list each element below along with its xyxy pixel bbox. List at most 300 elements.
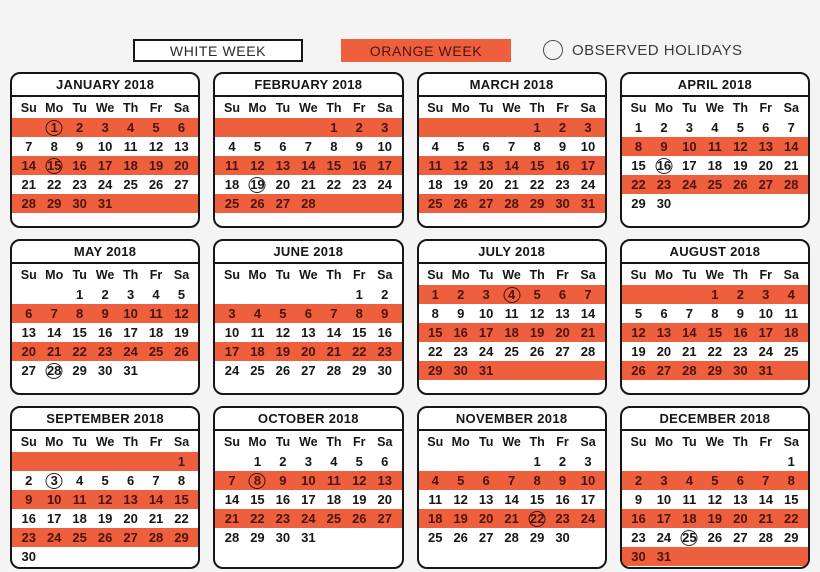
date-cell <box>448 509 473 528</box>
date-number: 28 <box>21 196 36 211</box>
date-cell <box>169 323 194 342</box>
date-number: 21 <box>301 177 316 192</box>
date-cell <box>524 490 549 509</box>
date-cell <box>702 528 727 547</box>
date-cell <box>219 471 244 490</box>
date-cell <box>16 304 41 323</box>
date-cell <box>550 175 575 194</box>
date-cell <box>296 361 321 380</box>
date-number: 27 <box>758 177 774 192</box>
date-cell <box>143 285 168 304</box>
date-number: 9 <box>355 139 363 154</box>
date-cell <box>219 137 244 156</box>
date-number: 6 <box>177 120 186 135</box>
date-cell <box>92 361 117 380</box>
white-week-row <box>419 452 605 471</box>
date-cell <box>169 490 194 509</box>
empty-date-cell <box>779 194 804 213</box>
weekday-sa: Sa <box>783 100 799 115</box>
date-cell <box>702 361 727 380</box>
date-number: 23 <box>631 530 646 545</box>
empty-date-cell <box>626 452 651 471</box>
date-cell <box>245 323 270 342</box>
white-week-row <box>622 304 808 323</box>
empty-date-cell <box>143 194 168 213</box>
month-june-2018 <box>213 239 403 395</box>
date-number: 25 <box>707 177 723 192</box>
date-number: 30 <box>275 530 291 545</box>
date-number: 13 <box>275 158 291 173</box>
date-cell <box>575 342 600 361</box>
date-cell <box>524 118 549 137</box>
date-number: 1 <box>533 454 541 469</box>
weekday-su: Su <box>223 434 240 449</box>
month-march-2018 <box>417 72 607 228</box>
weekday-su: Su <box>630 100 647 115</box>
empty-date-cell <box>41 547 66 566</box>
date-number: 10 <box>478 306 494 321</box>
date-number: 16 <box>72 158 87 173</box>
date-number: 26 <box>529 344 545 359</box>
date-number: 7 <box>685 306 694 321</box>
date-number: 8 <box>330 139 338 154</box>
date-cell <box>677 137 702 156</box>
date-cell <box>92 304 117 323</box>
white-week-row <box>215 137 401 156</box>
date-cell <box>473 471 498 490</box>
weekday-we: We <box>705 267 725 282</box>
date-number: 10 <box>123 306 138 321</box>
white-week-row <box>215 323 401 342</box>
weekday-mo: Mo <box>45 100 64 115</box>
orange-week-row <box>215 118 401 137</box>
date-cell <box>779 137 804 156</box>
date-number: 7 <box>330 306 338 321</box>
date-number: 10 <box>758 306 774 321</box>
date-number: 18 <box>250 344 265 359</box>
date-cell <box>550 528 575 547</box>
weekday-mo: Mo <box>248 434 267 449</box>
date-number: 16 <box>631 511 646 526</box>
empty-date-cell <box>524 361 549 380</box>
weekday-we: We <box>502 267 521 282</box>
date-cell <box>550 509 575 528</box>
date-number: 12 <box>148 139 164 154</box>
date-cell <box>41 490 66 509</box>
weekday-th: Th <box>122 100 139 115</box>
date-number: 23 <box>555 511 570 526</box>
date-number: 27 <box>656 363 672 378</box>
month-january-2018 <box>10 72 200 228</box>
date-number: 23 <box>72 177 87 192</box>
weekday-mo: Mo <box>451 434 470 449</box>
date-cell <box>626 304 651 323</box>
date-number: 25 <box>250 363 265 378</box>
date-number: 21 <box>21 177 36 192</box>
month-july-2018 <box>417 239 607 395</box>
date-number: 4 <box>76 473 84 488</box>
weekday-su: Su <box>20 267 37 282</box>
date-cell <box>423 361 448 380</box>
date-number: 10 <box>224 325 240 340</box>
date-number: 31 <box>301 530 316 545</box>
white-week-row <box>419 490 605 509</box>
white-week-row <box>215 361 401 380</box>
observed-holiday-circle <box>529 511 546 527</box>
date-cell <box>169 137 194 156</box>
date-number: 20 <box>301 344 316 359</box>
date-number: 23 <box>352 177 367 192</box>
weekday-fr: Fr <box>759 100 773 115</box>
date-number: 19 <box>148 158 164 173</box>
date-number: 23 <box>733 344 748 359</box>
date-cell <box>296 490 321 509</box>
date-cell <box>677 528 702 547</box>
empty-date-cell <box>423 452 448 471</box>
date-cell <box>270 471 295 490</box>
date-cell <box>423 342 448 361</box>
date-cell <box>779 156 804 175</box>
date-cell <box>448 528 473 547</box>
date-cell <box>524 175 549 194</box>
date-cell <box>626 156 651 175</box>
date-number: 18 <box>427 511 443 526</box>
date-number: 12 <box>733 139 748 154</box>
date-cell <box>499 304 524 323</box>
date-number: 29 <box>529 530 545 545</box>
date-cell <box>753 361 778 380</box>
date-number: 4 <box>126 120 135 135</box>
date-cell <box>372 323 397 342</box>
date-number: 12 <box>275 325 291 340</box>
empty-date-cell <box>575 361 600 380</box>
weekday-mo: Mo <box>654 100 673 115</box>
date-cell <box>423 194 448 213</box>
date-number: 19 <box>174 325 189 340</box>
empty-date-cell <box>651 285 676 304</box>
date-cell <box>245 452 270 471</box>
date-cell <box>728 471 753 490</box>
date-cell <box>499 175 524 194</box>
date-number: 23 <box>555 177 570 192</box>
orange-week-row <box>419 361 605 380</box>
date-number: 29 <box>529 196 545 211</box>
date-number: 28 <box>224 530 240 545</box>
date-number: 20 <box>478 511 494 526</box>
date-cell <box>753 509 778 528</box>
weekday-th: Th <box>122 267 139 282</box>
date-number: 29 <box>784 530 799 545</box>
date-number: 2 <box>279 454 287 469</box>
month-title: JULY 2018 <box>419 241 605 264</box>
date-cell <box>169 304 194 323</box>
empty-date-cell <box>296 285 321 304</box>
date-cell <box>499 471 524 490</box>
date-number: 24 <box>123 344 138 359</box>
date-number: 26 <box>453 196 468 211</box>
white-week-row <box>622 156 808 175</box>
date-number: 29 <box>631 196 646 211</box>
date-number: 19 <box>250 177 265 192</box>
date-cell <box>92 471 117 490</box>
date-number: 26 <box>352 511 367 526</box>
weekday-mo: Mo <box>451 100 470 115</box>
date-number: 17 <box>682 158 697 173</box>
date-number: 12 <box>631 325 646 340</box>
date-cell <box>372 285 397 304</box>
date-cell <box>219 323 244 342</box>
white-week-row <box>622 528 808 547</box>
date-cell <box>118 156 143 175</box>
date-cell <box>677 361 702 380</box>
empty-date-cell <box>473 118 498 137</box>
date-number: 9 <box>736 306 744 321</box>
orange-week-row <box>12 452 198 471</box>
date-cell <box>270 323 295 342</box>
date-number: 18 <box>427 177 443 192</box>
date-number: 13 <box>656 325 672 340</box>
date-number: 12 <box>352 473 367 488</box>
observed-holiday-circle <box>46 158 63 174</box>
date-number: 2 <box>101 287 109 302</box>
weekday-sa: Sa <box>580 267 596 282</box>
empty-date-cell <box>219 118 244 137</box>
date-number: 14 <box>326 325 342 340</box>
date-cell <box>270 490 295 509</box>
date-number: 16 <box>21 511 36 526</box>
date-cell <box>423 528 448 547</box>
date-number: 29 <box>174 530 189 545</box>
date-number: 27 <box>123 530 138 545</box>
date-number: 14 <box>46 325 62 340</box>
date-number: 20 <box>656 344 672 359</box>
date-number: 13 <box>733 492 748 507</box>
date-number: 10 <box>580 139 596 154</box>
date-cell <box>245 471 270 490</box>
date-number: 22 <box>631 177 646 192</box>
date-number: 2 <box>660 120 668 135</box>
date-number: 30 <box>97 363 113 378</box>
date-number: 14 <box>580 306 596 321</box>
month-title: SEPTEMBER 2018 <box>12 408 198 431</box>
date-number: 22 <box>72 344 87 359</box>
orange-week-row <box>419 118 605 137</box>
empty-date-cell <box>16 285 41 304</box>
weekday-mo: Mo <box>45 434 64 449</box>
date-number: 9 <box>457 306 465 321</box>
date-number: 24 <box>97 177 113 192</box>
weekday-we: We <box>705 434 725 449</box>
observed-holiday-circle <box>249 177 266 193</box>
date-number: 29 <box>250 530 265 545</box>
date-number: 8 <box>431 306 439 321</box>
date-cell <box>626 490 651 509</box>
date-number: 20 <box>123 511 138 526</box>
date-number: 30 <box>555 530 570 545</box>
date-cell <box>169 285 194 304</box>
date-cell <box>296 323 321 342</box>
date-cell <box>219 156 244 175</box>
date-number: 26 <box>174 344 189 359</box>
date-cell <box>575 118 600 137</box>
weekday-th: Th <box>122 434 139 449</box>
date-cell <box>67 509 92 528</box>
date-number: 29 <box>427 363 443 378</box>
white-week-row <box>12 323 198 342</box>
date-cell <box>702 285 727 304</box>
date-cell <box>67 323 92 342</box>
weekday-we: We <box>95 100 115 115</box>
date-cell <box>372 156 397 175</box>
date-cell <box>372 342 397 361</box>
date-number: 31 <box>478 363 494 378</box>
date-cell <box>118 304 143 323</box>
date-cell <box>92 156 117 175</box>
date-cell <box>16 342 41 361</box>
date-cell <box>169 509 194 528</box>
date-number: 15 <box>326 158 342 173</box>
date-cell <box>270 342 295 361</box>
date-cell <box>499 509 524 528</box>
date-cell <box>473 137 498 156</box>
date-cell <box>270 509 295 528</box>
weekday-fr: Fr <box>149 100 163 115</box>
weekday-su: Su <box>223 100 240 115</box>
date-cell <box>41 361 66 380</box>
date-cell <box>321 137 346 156</box>
weekday-fr: Fr <box>353 434 366 449</box>
date-cell <box>626 194 651 213</box>
date-number: 27 <box>174 177 189 192</box>
date-number: 3 <box>482 287 490 302</box>
date-number: 7 <box>228 473 236 488</box>
date-cell <box>728 490 753 509</box>
empty-date-cell <box>779 361 804 380</box>
date-number: 21 <box>46 344 62 359</box>
date-cell <box>347 471 372 490</box>
date-number: 25 <box>784 344 799 359</box>
date-number: 8 <box>177 473 186 488</box>
date-number: 15 <box>529 158 545 173</box>
date-cell <box>169 342 194 361</box>
date-cell <box>296 528 321 547</box>
date-number: 21 <box>682 344 697 359</box>
observed-holiday-circle <box>681 530 698 546</box>
date-cell <box>473 361 498 380</box>
empty-date-cell <box>245 118 270 137</box>
date-number: 25 <box>504 344 519 359</box>
date-number: 10 <box>46 492 62 507</box>
date-cell <box>753 137 778 156</box>
date-number: 28 <box>148 530 164 545</box>
date-cell <box>702 304 727 323</box>
date-number: 11 <box>784 306 799 321</box>
date-cell <box>296 452 321 471</box>
orange-week-row <box>419 285 605 304</box>
weekday-header-row <box>622 264 808 285</box>
date-number: 10 <box>377 139 392 154</box>
date-cell <box>118 490 143 509</box>
date-cell <box>118 361 143 380</box>
white-week-row <box>12 509 198 528</box>
date-cell <box>677 342 702 361</box>
weekday-fr: Fr <box>149 434 163 449</box>
date-cell <box>626 471 651 490</box>
date-number: 17 <box>97 158 113 173</box>
white-week-row <box>12 361 198 380</box>
date-number: 19 <box>733 158 748 173</box>
empty-date-cell <box>753 452 778 471</box>
date-number: 16 <box>453 325 468 340</box>
empty-date-cell <box>41 285 66 304</box>
weekday-sa: Sa <box>173 100 190 115</box>
date-number: 16 <box>555 158 570 173</box>
empty-date-cell <box>169 547 194 566</box>
date-number: 27 <box>478 196 494 211</box>
date-cell <box>524 528 549 547</box>
empty-date-cell <box>347 528 372 547</box>
date-cell <box>296 156 321 175</box>
date-number: 11 <box>72 492 87 507</box>
date-cell <box>118 528 143 547</box>
date-number: 8 <box>50 139 58 154</box>
date-cell <box>575 452 600 471</box>
date-number: 24 <box>656 530 672 545</box>
date-number: 17 <box>224 344 240 359</box>
date-cell <box>779 304 804 323</box>
weekday-sa: Sa <box>377 434 393 449</box>
weekday-fr: Fr <box>556 434 569 449</box>
date-cell <box>118 285 143 304</box>
date-number: 4 <box>152 287 160 302</box>
date-cell <box>118 137 143 156</box>
weekday-header-row <box>419 264 605 285</box>
date-cell <box>347 509 372 528</box>
empty-date-cell <box>702 452 727 471</box>
date-number: 20 <box>174 158 189 173</box>
white-week-row <box>215 452 401 471</box>
date-cell <box>41 323 66 342</box>
weekday-header-row <box>419 97 605 118</box>
date-number: 18 <box>123 158 138 173</box>
date-cell <box>245 490 270 509</box>
date-cell <box>448 285 473 304</box>
weekday-th: Th <box>732 434 748 449</box>
date-number: 1 <box>253 454 262 469</box>
date-number: 29 <box>707 363 723 378</box>
date-number: 1 <box>431 287 439 302</box>
date-number: 20 <box>478 177 494 192</box>
date-cell <box>473 323 498 342</box>
date-number: 26 <box>631 363 646 378</box>
weekday-fr: Fr <box>353 267 366 282</box>
white-week-row <box>215 490 401 509</box>
weekday-th: Th <box>529 100 545 115</box>
weekday-su: Su <box>427 100 444 115</box>
date-number: 13 <box>21 325 36 340</box>
weekday-tu: Tu <box>478 267 494 282</box>
date-cell <box>448 137 473 156</box>
date-cell <box>169 528 194 547</box>
weekday-sa: Sa <box>783 267 799 282</box>
date-cell <box>702 323 727 342</box>
month-november-2018 <box>417 406 607 569</box>
date-cell <box>753 304 778 323</box>
white-week-row <box>12 285 198 304</box>
date-number: 28 <box>580 344 596 359</box>
white-week-row <box>12 137 198 156</box>
date-number: 5 <box>457 473 465 488</box>
